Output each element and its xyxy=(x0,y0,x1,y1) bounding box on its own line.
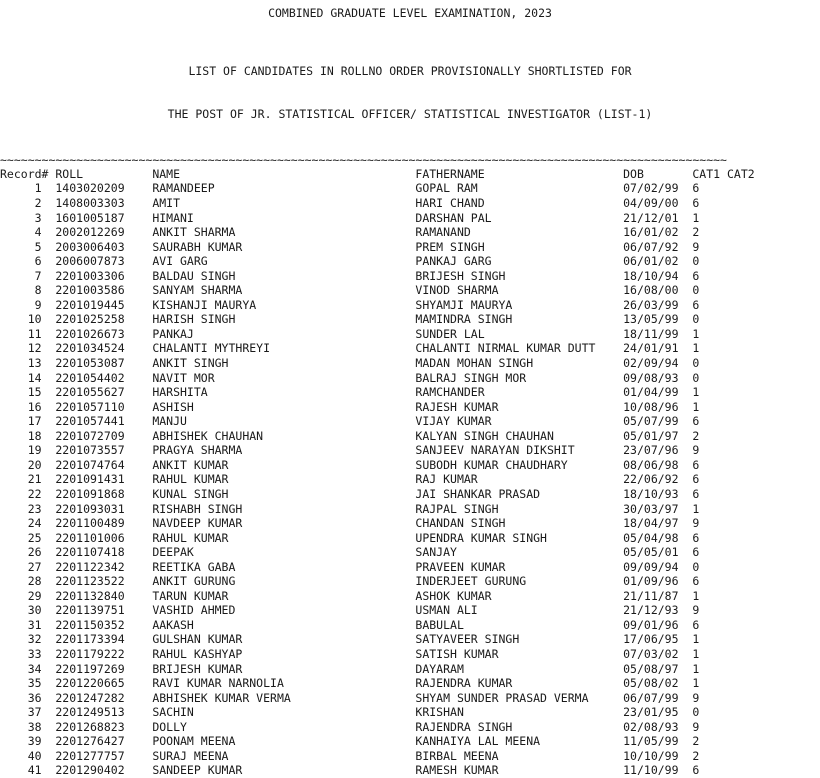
table-row: 14 2201054402 NAVIT MOR BALRAJ SINGH MOR 09/08/93 0 xyxy=(0,370,727,385)
table-header: Record# ROLL NAME FATHERNAME DOB CAT1 CAT2 xyxy=(0,166,755,181)
document-page xyxy=(0,6,820,778)
table-row: 25 2201101006 RAHUL KUMAR UPENDRA KUMAR SINGH 05/04/98 6 xyxy=(0,530,727,545)
table-row: 5 2003006403 SAURABH KUMAR PREM SINGH 06/07/92 9 xyxy=(0,239,727,254)
table-row: 36 2201247282 ABHISHEK KUMAR VERMA SHYAM SUNDER PRASAD VERMA 06/07/99 9 xyxy=(0,690,727,705)
table-row: 20 2201074764 ANKIT KUMAR SUBODH KUMAR CHAUDHARY 08/06/98 6 xyxy=(0,457,727,472)
subtitle-line-1: LIST OF CANDIDATES IN ROLLNO ORDER PROVISIONALLY SHORTLISTED FOR xyxy=(188,63,632,78)
table-row: 9 2201019445 KISHANJI MAURYA SHYAMJI MAURYA 26/03/99 6 xyxy=(0,297,727,312)
separator-rule: ~~~~~~~~~~~~~~~~~~~~~~~~~~~~~~~~~~~~~~~~~~~~~~~~~~~~~~~~~~~~~~~~~~~~~~~~~~~~~~~~~~~~~~~~~~~~~~~~~~~~~~~~~ xyxy=(0,152,727,167)
table-row: 6 2006007873 AVI GARG PANKAJ GARG 06/01/02 0 xyxy=(0,254,727,269)
table-row: 19 2201073557 PRAGYA SHARMA SANJEEV NARAYAN DIKSHIT 23/07/96 9 xyxy=(0,443,727,458)
table-row: 23 2201093031 RISHABH SINGH RAJPAL SINGH 30/03/97 1 xyxy=(0,501,727,516)
table-row: 13 2201053087 ANKIT SINGH MADAN MOHAN SINGH 02/09/94 0 xyxy=(0,356,727,371)
table-row: 8 2201003586 SANYAM SHARMA VINOD SHARMA 16/08/00 0 xyxy=(0,283,727,298)
table-row: 32 2201173394 GULSHAN KUMAR SATYAVEER SINGH 17/06/95 1 xyxy=(0,632,727,647)
table-row: 41 2201290402 SANDEEP KUMAR RAMESH KUMAR 11/10/99 6 xyxy=(0,763,727,778)
table-row: 35 2201220665 RAVI KUMAR NARNOLIA RAJENDRA KUMAR 05/08/02 1 xyxy=(0,676,727,691)
table-row: 34 2201197269 BRIJESH KUMAR DAYARAM 05/08/97 1 xyxy=(0,661,727,676)
table-row: 22 2201091868 KUNAL SINGH JAI SHANKAR PRASAD 18/10/93 6 xyxy=(0,486,727,501)
table-row: 33 2201179222 RAHUL KASHYAP SATISH KUMAR 07/03/02 1 xyxy=(0,646,727,661)
table-row: 30 2201139751 VASHID AHMED USMAN ALI 21/12/93 9 xyxy=(0,603,727,618)
table-row: 12 2201034524 CHALANTI MYTHREYI CHALANTI NIRMAL KUMAR DUTT 24/01/91 1 xyxy=(0,341,727,356)
subtitle-line-2: THE POST OF JR. STATISTICAL OFFICER/ STATISTICAL INVESTIGATOR (LIST-1) xyxy=(167,107,653,122)
table-row: 2 1408003303 AMIT HARI CHAND 04/09/00 6 xyxy=(0,196,727,211)
table-row: 17 2201057441 MANJU VIJAY KUMAR 05/07/99 6 xyxy=(0,414,727,429)
table-row: 28 2201123522 ANKIT GURUNG INDERJEET GURUNG 01/09/96 6 xyxy=(0,574,727,589)
table-row: 10 2201025258 HARISH SINGH MAMINDRA SINGH 13/05/99 0 xyxy=(0,312,727,327)
table-row: 18 2201072709 ABHISHEK CHAUHAN KALYAN SINGH CHAUHAN 05/01/97 2 xyxy=(0,428,727,443)
table-row: 38 2201268823 DOLLY RAJENDRA SINGH 02/08/93 9 xyxy=(0,719,727,734)
candidate-list xyxy=(0,181,820,777)
table-row: 31 2201150352 AAKASH BABULAL 09/01/96 6 xyxy=(0,617,727,632)
table-row: 40 2201277757 SURAJ MEENA BIRBAL MEENA 10/10/99 2 xyxy=(0,748,727,763)
page-subtitle xyxy=(0,35,820,151)
table-row: 24 2201100489 NAVDEEP KUMAR CHANDAN SINGH 18/04/97 9 xyxy=(0,516,727,531)
table-row: 1 1403020209 RAMANDEEP GOPAL RAM 07/02/99 6 xyxy=(0,181,727,196)
table-row: 29 2201132840 TARUN KUMAR ASHOK KUMAR 21/11/87 1 xyxy=(0,588,727,603)
table-row: 11 2201026673 PANKAJ SUNDER LAL 18/11/99 1 xyxy=(0,326,727,341)
table-row: 37 2201249513 SACHIN KRISHAN 23/01/95 0 xyxy=(0,705,727,720)
table-row: 7 2201003306 BALDAU SINGH BRIJESH SINGH 18/10/94 6 xyxy=(0,268,727,283)
table-row: 16 2201057110 ASHISH RAJESH KUMAR 10/08/96 1 xyxy=(0,399,727,414)
page-title: COMBINED GRADUATE LEVEL EXAMINATION, 2023 xyxy=(268,6,552,20)
table-row: 4 2002012269 ANKIT SHARMA RAMANAND 16/01/02 2 xyxy=(0,225,727,240)
table-row: 26 2201107418 DEEPAK SANJAY 05/05/01 6 xyxy=(0,545,727,560)
table-row: 39 2201276427 POONAM MEENA KANHAIYA LAL MEENA 11/05/99 2 xyxy=(0,734,727,749)
table-row: 15 2201055627 HARSHITA RAMCHANDER 01/04/99 1 xyxy=(0,385,727,400)
table-row: 21 2201091431 RAHUL KUMAR RAJ KUMAR 22/06/92 6 xyxy=(0,472,727,487)
table-row: 27 2201122342 REETIKA GABA PRAVEEN KUMAR 09/09/94 0 xyxy=(0,559,727,574)
table-row: 3 1601005187 HIMANI DARSHAN PAL 21/12/01 1 xyxy=(0,210,727,225)
